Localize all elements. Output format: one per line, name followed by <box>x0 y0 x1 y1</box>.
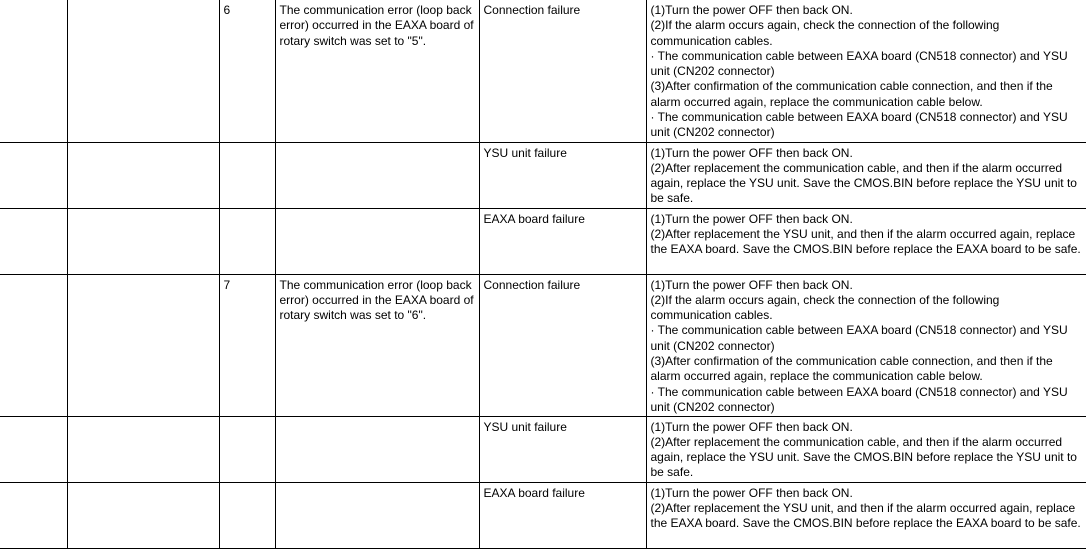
remedy-step: (1)Turn the power OFF then back ON. <box>650 485 853 500</box>
alarm-number <box>219 416 275 482</box>
blank-cell <box>67 0 219 142</box>
remedy <box>646 416 1086 482</box>
remedy <box>646 274 1086 416</box>
remedy-step: (3)After confirmation of the communication cable connection, and then if the alarm occurred again, replace the communication cable below. <box>650 353 1053 384</box>
error-condition <box>275 482 479 548</box>
table-row <box>0 208 1086 274</box>
error-condition: The communication error (loop back error) occurred in the EAXA board of rotary switch was set to "6". <box>275 274 479 416</box>
error-condition: The communication error (loop back error) occurred in the EAXA board of rotary switch was set to "5". <box>275 0 479 142</box>
blank-cell <box>0 0 67 142</box>
remedy <box>646 208 1086 274</box>
remedy-step: (2)After replacement the communication cable, and then if the alarm occurred again, replace the YSU unit. Save the CMOS.BIN before replace the YSU unit to be safe. <box>650 434 1077 480</box>
table-row <box>0 0 1086 142</box>
remedy-step: (2)After replacement the YSU unit, and then if the alarm occurred again, replace the EAXA board. Save the CMOS.BIN before replace the EAXA board to be safe. <box>650 226 1081 257</box>
blank-cell <box>67 208 219 274</box>
remedy-step: (1)Turn the power OFF then back ON. <box>650 211 853 226</box>
alarm-number: 7 <box>219 274 275 416</box>
cause: Connection failure <box>479 274 646 416</box>
alarm-number <box>219 482 275 548</box>
table-row <box>0 482 1086 548</box>
blank-cell <box>0 142 67 208</box>
remedy <box>646 0 1086 142</box>
blank-cell <box>67 416 219 482</box>
remedy-step: (1)Turn the power OFF then back ON. <box>650 145 853 160</box>
blank-cell <box>67 142 219 208</box>
alarm-number: 6 <box>219 0 275 142</box>
alarm-number <box>219 142 275 208</box>
blank-cell <box>0 482 67 548</box>
blank-cell <box>67 274 219 416</box>
error-condition <box>275 142 479 208</box>
cause: EAXA board failure <box>479 482 646 548</box>
remedy-step: (3)After confirmation of the communication cable connection, and then if the alarm occurred again, replace the communication cable below. <box>650 79 1053 109</box>
remedy-step: · The communication cable between EAXA board (CN518 connector) and YSU unit (CN202 connector) <box>650 323 1068 353</box>
remedy-step: · The communication cable between EAXA board (CN518 connector) and YSU unit (CN202 connector) <box>650 110 1068 140</box>
table-row <box>0 274 1086 416</box>
cause: YSU unit failure <box>479 142 646 208</box>
cause: YSU unit failure <box>479 416 646 482</box>
error-condition <box>275 416 479 482</box>
remedy-step: (2)If the alarm occurs again, check the connection of the following communication cables. <box>650 292 1000 323</box>
remedy-step: · The communication cable between EAXA board (CN518 connector) and YSU unit (CN202 connector) <box>650 384 1068 414</box>
remedy-step: (2)If the alarm occurs again, check the connection of the following communication cables. <box>650 18 1000 48</box>
cause: EAXA board failure <box>479 208 646 274</box>
remedy-step: (1)Turn the power OFF then back ON. <box>650 277 853 292</box>
remedy <box>646 142 1086 208</box>
remedy-step: (1)Turn the power OFF then back ON. <box>650 3 853 17</box>
blank-cell <box>0 274 67 416</box>
blank-cell <box>0 208 67 274</box>
table-row <box>0 142 1086 208</box>
remedy-step: (2)After replacement the communication cable, and then if the alarm occurred again, replace the YSU unit. Save the CMOS.BIN before replace the YSU unit to be safe. <box>650 160 1077 206</box>
blank-cell <box>67 482 219 548</box>
blank-cell <box>0 416 67 482</box>
table-row <box>0 416 1086 482</box>
alarm-number <box>219 208 275 274</box>
remedy-step: · The communication cable between EAXA board (CN518 connector) and YSU unit (CN202 connector) <box>650 48 1068 79</box>
remedy <box>646 482 1086 548</box>
cause: Connection failure <box>479 0 646 142</box>
remedy-step: (2)After replacement the YSU unit, and then if the alarm occurred again, replace the EAXA board. Save the CMOS.BIN before replace the EAXA board to be safe. <box>650 500 1081 531</box>
remedy-step: (1)Turn the power OFF then back ON. <box>650 419 853 434</box>
error-condition <box>275 208 479 274</box>
